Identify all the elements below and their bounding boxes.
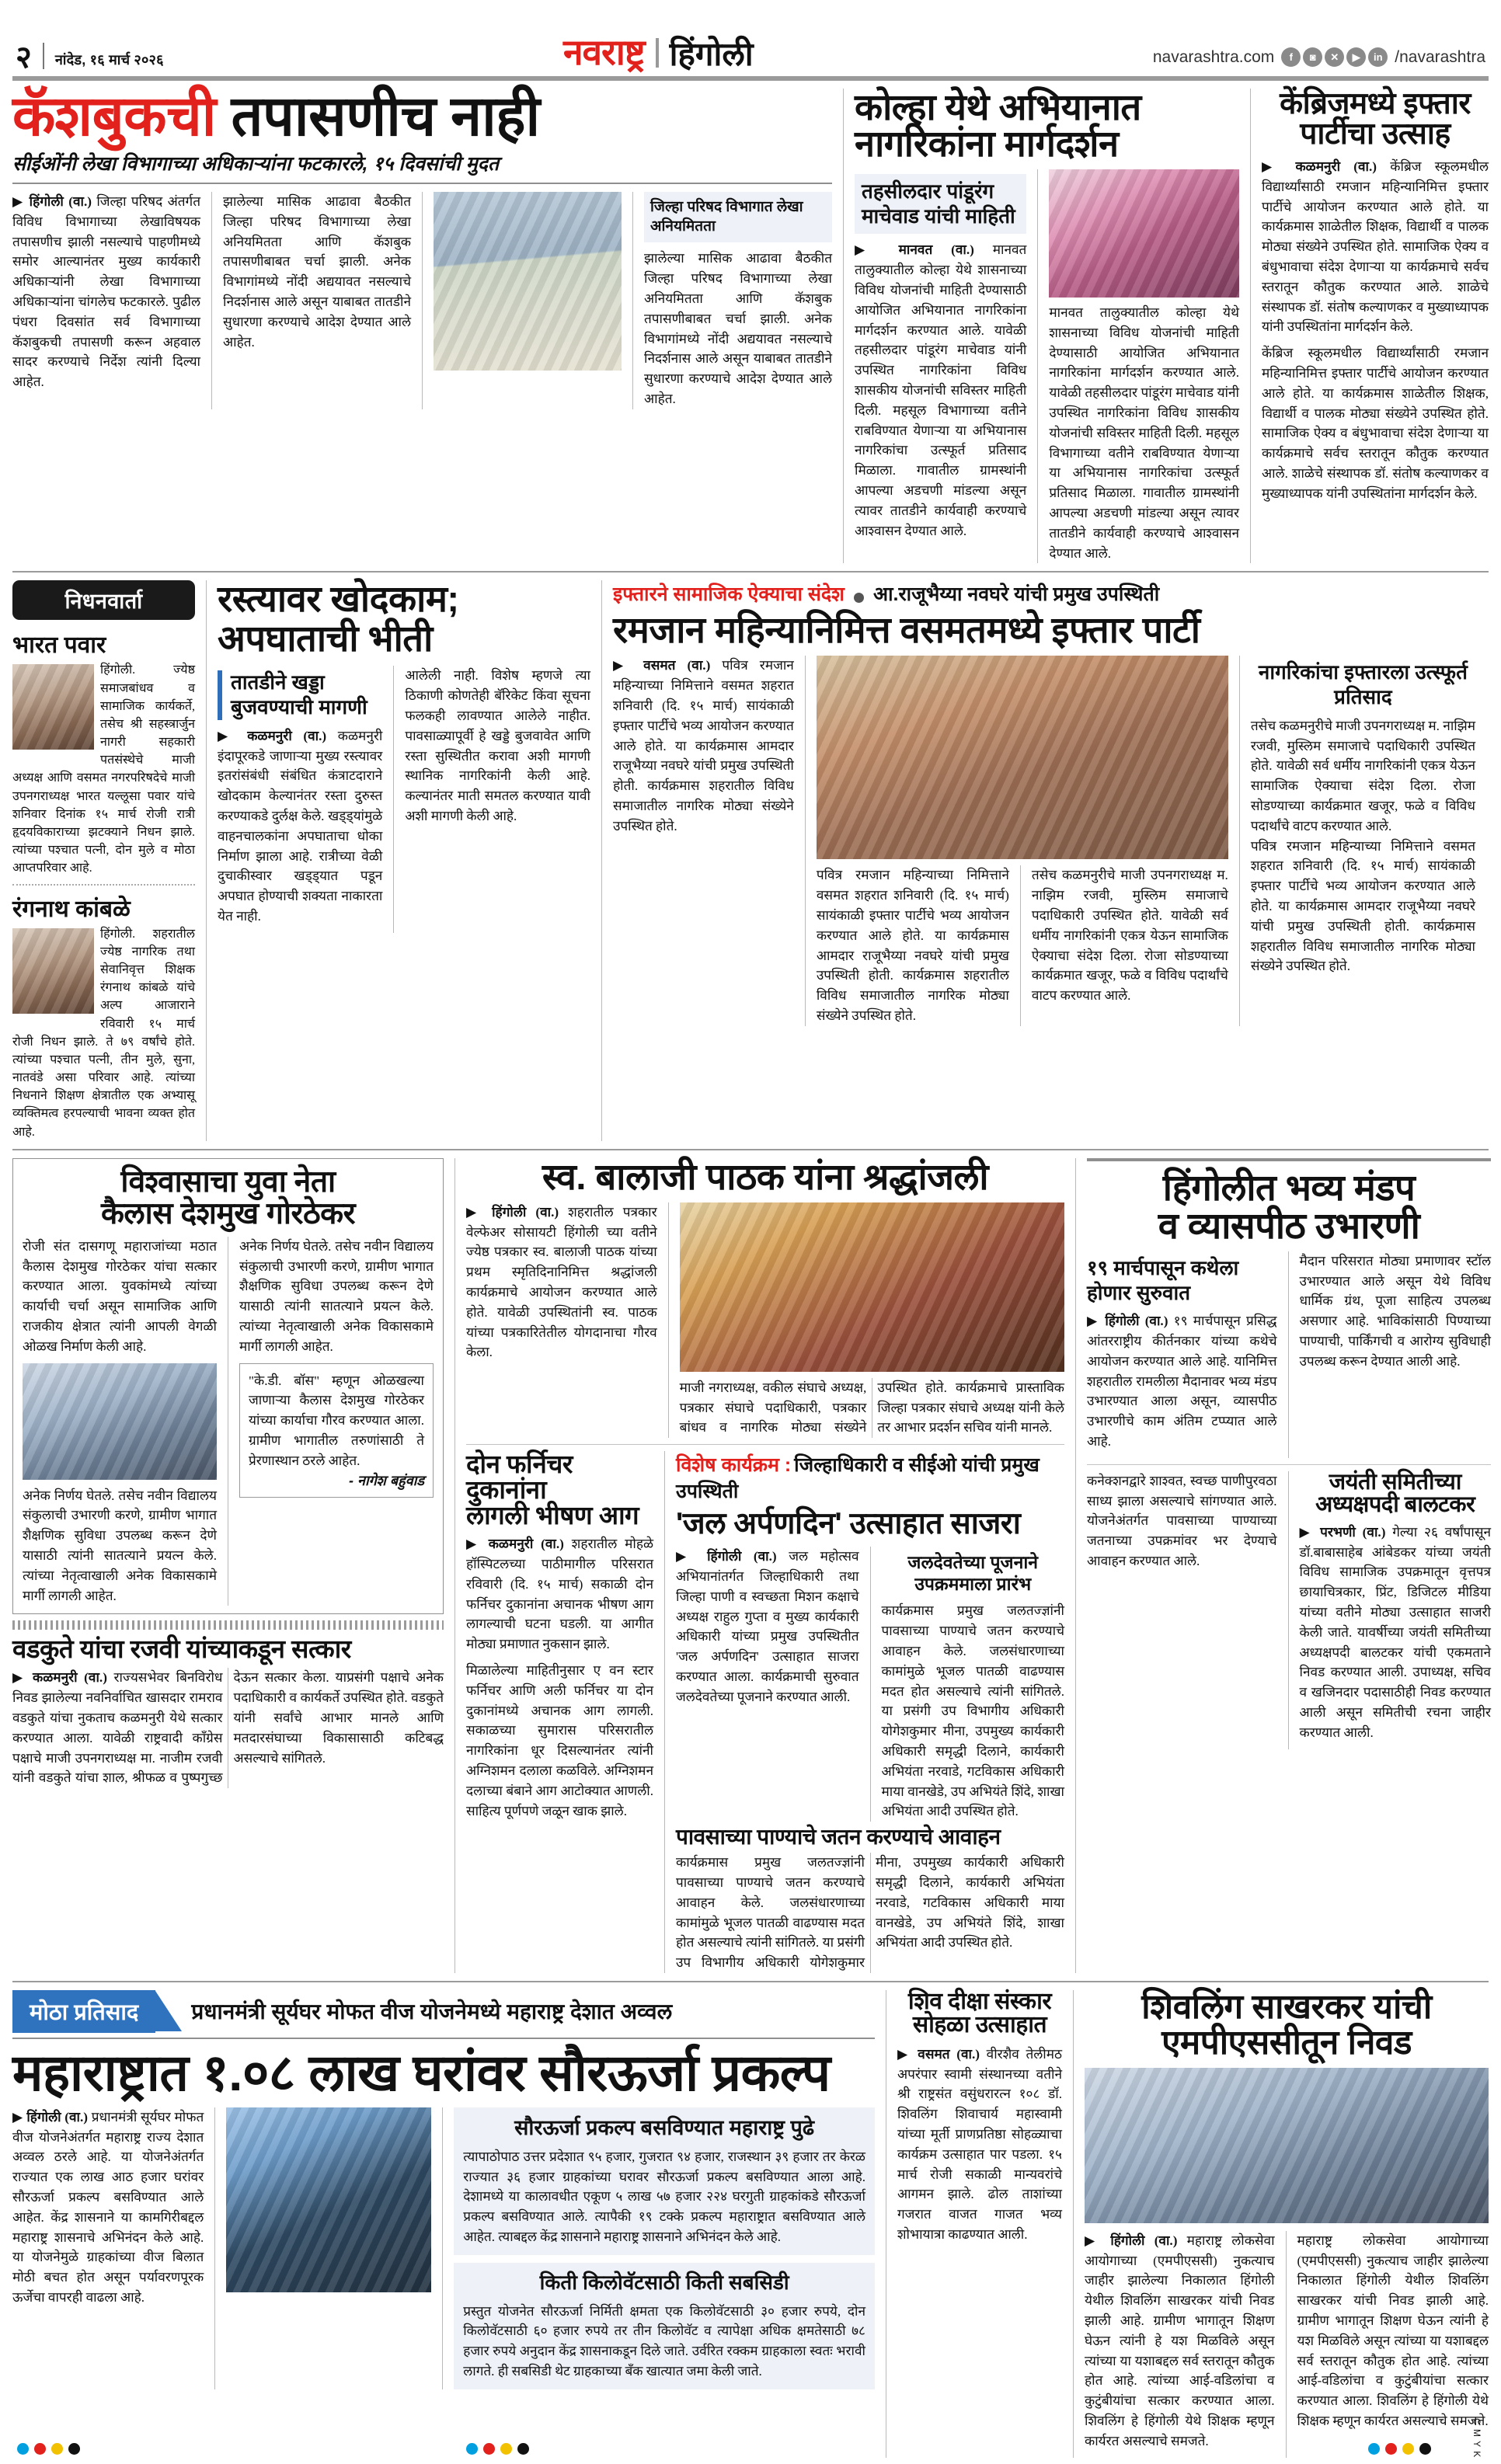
obituary-entry	[12, 892, 195, 1141]
mpsc-body-2: महाराष्ट्र लोकसेवा आयोगाच्या (एमपीएससी) नुकत्याच जाहीर झालेल्या निकालात हिंगोली येथील शिवलिंग साखरकर यांची निवड झाली आहे. ग्रामीण भागातून शिक्षण घेऊन त्यांनी हे यश मिळविले असून त्यांच्या या यशाबद्दल सर्व स्तरातून कौतुक होत आहे. त्यांच्या आई-वडिलांचा व कुटुंबीयांचा सत्कार करण्यात आला. शिवलिंग हे हिंगोली येथे शिक्षक म्हणून कार्यरत असल्याचे समजते.	[1297, 2233, 1489, 2429]
solar-rule	[12, 2038, 875, 2039]
road-body-1-text: कळमनुरी इंदापूरकडे जाणाऱ्या मुख्य रस्त्यावर इतरांसंबंधी संबंधित कंत्राटदाराने खोदकाम केल्यानंतर रस्ता दुरुस्त करण्याकडे दुर्लक्ष केले. खड्ड्यांमुळे वाहनचालकांना अपघाताचा धोका निर्माण झाला आहे. रात्रीच्या वेळी दुचाकीस्वार खड्ड्यात पडून अपघात होण्याची शक्यता नाकारता येत नाही.	[218, 728, 383, 924]
badge-wedge	[155, 1991, 182, 2031]
fire-headline-l2: लागली भीषण आग	[466, 1501, 639, 1530]
cambridge-headline: केंब्रिजमध्ये इफ्तार पार्टीचा उत्साह	[1280, 87, 1471, 151]
solar-banner	[12, 1990, 875, 2033]
jal-dateline: हिंगोली (वा.)	[707, 1549, 777, 1564]
shiv-dateline: वसमत (वा.)	[918, 2046, 980, 2062]
jayanti-headline-l1: जयंती समितीच्या	[1329, 1469, 1461, 1495]
lead-headline-red: कॅशबुकची	[12, 85, 216, 148]
masthead-divider	[43, 43, 44, 69]
balaji-body-text: शहरातील पत्रकार वेल्फेअर सोसायटी हिंगोली च्या वतीने ज्येष्ठ पत्रकार स्व. बालाजी पाठक यांच्या प्रथम स्मृतिदिनानिमित्त श्रद्धांजली कार्यक्रमाचे आयोजन करण्यात आले होते. यावेळी उपस्थितांनी स्व. पाठक यांच्या पत्रकारितेतील योगदानाचा गौरव केला.	[466, 1204, 657, 1360]
obituary-separator	[12, 884, 195, 886]
youtube-icon[interactable]: ▶	[1346, 47, 1366, 67]
page-number: २	[16, 40, 32, 75]
kolha-photo	[1049, 169, 1239, 298]
story-kolha	[855, 86, 1239, 563]
kolha-body-text: मानवत तालुक्यातील कोल्हा येथे शासनाच्या विविध योजनांची माहिती देण्यासाठी आयोजित अभियानात नागरिकांना मार्गदर्शन करण्यात आले. यावेळी तहसीलदार पांडूरंग माचेवाड यांनी उपस्थित नागरिकांना विविध शासकीय योजनांची सविस्तर माहिती दिली. महसूल विभागाच्या वतीने राबविण्यात येणाऱ्या या अभियानास नागरिकांचा उत्स्फूर्त प्रतिसाद मिळाला. गावातील ग्रामस्थांनी आपल्या अडचणी मांडल्या असून त्यावर तातडीने कार्यवाही करण्याचे आश्वासन देण्यात आले.	[855, 242, 1027, 538]
mpsc-dateline: हिंगोली (वा.)	[1110, 2233, 1178, 2248]
jal-body-3: कार्यक्रमास प्रमुख जलतज्ज्ञांनी पावसाच्या पाण्याचे जतन करण्याचे आवाहन केले. जलसंधारणाच्या कामांमुळे भूजल पातळी वाढण्यास मदत होत असल्याचे त्यांनी सांगितले. या प्रसंगी उप विभागीय अधिकारी योगेशकुमार मीना, उपमुख्य कार्यकारी अधिकारी समृद्धी दिलाने, कार्यकारी अभियंता नरवाडे, गटविकास अधिकारी माया वानखेडे, उप अभियंते शिंदे, शाखा अभियंता आदी उपस्थित होते.	[676, 1855, 1064, 1971]
story-kailas	[12, 1158, 444, 1973]
jal-deck: जलदेवतेच्या पूजनाने उपक्रममाला प्रारंभ	[907, 1552, 1039, 1595]
iftar-photo-wrap	[817, 656, 1228, 1025]
col-divider	[214, 2107, 215, 2389]
col-divider	[805, 656, 806, 1025]
lead-headline-black: तपासणीच नाही	[231, 85, 540, 148]
lead-photo	[434, 192, 622, 371]
satkar-dateline: कळमनुरी (वा.)	[33, 1670, 107, 1686]
road-deck: तातडीने खड्डा बुजवण्याची मागणी	[218, 670, 382, 719]
iftar-dateline: वसमत (वा.)	[643, 658, 711, 673]
jal-headline: 'जल अर्पणदिन' उत्साहात साजरा	[676, 1507, 1021, 1541]
lead-col-1: ▶ हिंगोली (वा.) जिल्हा परिषद अंतर्गत विविध विभागाच्या लेखाविषयक तपासणीच झाली नसल्याचे पाहणीमध्ये समोर आल्यानंतर मुख्य कार्यकारी अधिकाऱ्यांनी लेखा विभागाच्या अधिकाऱ्यांना चांगलेच फटकारले. पुढील पंधरा दिवसांत सर्व विभागाच्या कॅशबुकची तपासणी करून अहवाल सादर करण्याचे निर्देश त्यांनी दिल्या आहेत.	[12, 194, 200, 390]
story-jayanti	[1300, 1471, 1491, 1749]
masthead-rule	[12, 76, 1489, 81]
story-jal	[676, 1451, 1064, 1973]
cambridge-body-2: केंब्रिज स्कूलमधील विद्यार्थ्यांसाठी रमजान महिन्यानिमित्त इफ्तार पार्टीचे आयोजन करण्यात आले होते. या कार्यक्रमास शाळेतील शिक्षक, विद्यार्थी व पालक मोठ्या संख्येने उपस्थित होते. सामाजिक ऐक्य व बंधुभावाचा संदेश देणाऱ्या या कार्यक्रमाचे सर्वच स्तरातून कौतुक करण्यात आले. शाळेचे संस्थापक डॉ. संतोष कल्याणकर व मुख्याध्यापक यांनी उपस्थितांना मार्गदर्शन केले.	[1262, 346, 1489, 501]
col-divider	[664, 1451, 665, 1973]
edition-name: हिंगोली	[669, 36, 754, 73]
kailas-box	[12, 1158, 444, 1615]
masthead-brand-block	[562, 32, 754, 73]
lead-col-2	[223, 192, 411, 409]
solar-photo-wrap	[226, 2107, 431, 2389]
color-registration-left	[17, 2443, 80, 2455]
fire-body: ▶ कळमनुरी (वा.) शहरातील मोहळे हॉस्पिटलच्या पाठीमागील परिसरात रविवारी (दि. १५ मार्च) सकाळी दोन फर्निचर दुकानांना अचानक भीषण आग लागल्याची घटना घडली. या आगीत मोठ्या प्रमाणात नुकसान झाले. मिळालेल्या माहितीनुसार ए वन स्टार फर्निचर आणि अली फर्निचर या दोन दुकानांमध्ये अचानक आग लागली. सकाळच्या सुमारास परिसरातील नागरिकांना धूर दिसल्यानंतर त्यांनी अग्निशमन दलाला कळविले. अग्निशमन दलाच्या बंबाने आग आटोक्यात आणली. साहित्य पूर्णपणे जळून खाक झाले.	[466, 1534, 653, 1821]
solar-box-body: त्यापाठोपाठ उत्तर प्रदेशात ९५ हजार, गुजरात ९४ हजार, राजस्थान ३९ हजार तर केरळ राज्यात ३६ हजार ग्राहकांच्या घरावर सौरऊर्जा प्रकल्प बसविण्यात आला आहे. देशामध्ये या कालावधीत एकूण ५ लाख ५७ हजार २२४ घरगुती ग्राहकांकडे सौरऊर्जा प्रकल्प बसविण्यात आले. त्यापैकी १९ टक्के प्रकल्प महाराष्ट्रात बसविण्यात आले आहेत. त्याबद्दल केंद्र शासनाने महाराष्ट्र शासनाने अभिनंदन केले आहे.	[463, 2149, 865, 2245]
mpsc-headline-l1: शिवलिंग साखरकर यांची	[1141, 1987, 1432, 2026]
jal-body-2: कार्यक्रमास प्रमुख जलतज्ज्ञांनी पावसाच्या पाण्याचे जतन करण्याचे आवाहन केले. जलसंधारणाच्या कामांमुळे भूजल पातळी वाढण्यास मदत होत असल्याचे त्यांनी सांगितले. या प्रसंगी उप विभागीय अधिकारी योगेशकुमार मीना, उपमुख्य कार्यकारी अधिकारी समृद्धी दिलाने, कार्यकारी अभियंता नरवाडे, गटविकास अधिकारी माया वानखेडे, उप अभियंते शिंदे, शाखा अभियंता आदी उपस्थित होते.	[881, 1603, 1064, 1819]
solar-box-2	[454, 2263, 875, 2389]
solar-box-1	[454, 2107, 875, 2255]
jal-body-text: जल महोत्सव अभियानांतर्गत जिल्हाधिकारी तथा जिल्हा पाणी व स्वच्छता मिशन कक्षाचे अध्यक्ष राहुल गुप्ता व मुख्य कार्यकारी अधिकारी यांच्या प्रमुख उपस्थितीत 'जल अर्पणदिन' उत्साहात साजरा करण्यात आला. कार्यक्रमाची सुरुवात जलदेवतेच्या पूजनाने करण्यात आली.	[676, 1549, 859, 1704]
col-divider	[442, 2107, 443, 2389]
pwr-body: कनेक्शनद्वारे शाश्वत, स्वच्छ पाणीपुरवठा साध्य झाला असल्याचे सांगण्यात आले. योजनेअंतर्गत पावसाच्या पाण्याच्या जतनाच्या उपक्रमांवर भर देण्याचे आवाहन करण्यात आले.	[1087, 1473, 1277, 1569]
inner-divider	[466, 1444, 1064, 1445]
story-shiv	[897, 1990, 1062, 2458]
balaji-photo	[680, 1202, 1064, 1372]
obit-name-1: भारत पवार	[12, 632, 106, 659]
col-divider	[1286, 2231, 1287, 2458]
iftar-body-2: तसेच कळमनुरीचे माजी उपनगराध्यक्ष म. नाझिम रजवी, मुस्लिम समाजाचे पदाधिकारी उपस्थित होते. यावेळी सर्व धर्मीय नागरिकांनी एकत्र येऊन सामाजिक ऐक्याचा संदेश दिला. रोजा सोडण्याच्या कार्यक्रमात खजूर, फळे व विविध पदार्थांचे वाटप करण्यात आले.	[1250, 718, 1475, 834]
kailas-body-2: अनेक निर्णय घेतले. तसेच नवीन विद्यालय संकुलाची उभारणी करणे, ग्रामीण भागात शैक्षणिक सुविधा उपलब्ध करून देणे यासाठी त्यांनी सातत्याने प्रयत्न केले. त्यांच्या नेतृत्वाखाली अनेक विकासकामे मार्गी लागली आहेत.	[239, 1238, 434, 1354]
masthead-left	[16, 40, 164, 75]
masthead	[12, 11, 1489, 75]
shiv-headline-l2: सोहळा उत्साहात	[912, 2011, 1047, 2038]
kailas-headline-l2: कैलास देशमुख गोरठेकर	[100, 1196, 356, 1230]
kailas-body-1b: अनेक निर्णय घेतले. तसेच नवीन विद्यालय संकुलाची उभारणी करणे, ग्रामीण भागात शैक्षणिक सुविधा उपलब्ध करून देणे यासाठी त्यांनी सातत्याने प्रयत्न केले. त्यांच्या नेतृत्वाखाली अनेक विकासकामे मार्गी लागली आहेत.	[23, 1488, 217, 1603]
obituary-section	[12, 580, 195, 1141]
col-divider	[1288, 1471, 1289, 1749]
story-cambridge	[1262, 89, 1489, 563]
masthead-right	[1153, 47, 1485, 67]
solar-body-text: प्रधानमंत्री सूर्यघर मोफत वीज योजनेअंतर्गत महाराष्ट्र राज्य देशात अव्वल ठरले आहे. या योजनेअंतर्गत राज्यात एक लाख आठ हजार घरांवर सौरऊर्जा प्रकल्प बसविण्यात आले आहेत. केंद्र शासनाने या कामगिरीबद्दल महाराष्ट्र शासनाचे अभिनंदन केले आहे. या योजनेमुळे ग्राहकांच्या वीज बिलात मोठी बचत होत असून पर्यावरणपूरक ऊर्जेचा वापरही वाढला आहे.	[12, 2109, 204, 2306]
mpsc-headline-l2: एमपीएससीतून निवड	[1161, 2023, 1412, 2062]
obit-name-2: रंगनाथ कांबळे	[12, 896, 131, 922]
fire-headline-l1: दोन फर्निचर दुकानांना	[466, 1450, 573, 1505]
kailas-quote: "के.डी. बॉस" म्हणून ओळखल्या जाणाऱ्या कैलास देशमुख गोरठेकर यांच्या कार्याचा गौरव करण्यात आला. ग्रामीण भागातील तरुणांसाठी ते प्रेरणास्थान ठरले आहेत.	[249, 1373, 424, 1468]
top-band	[12, 85, 1489, 563]
cambridge-dateline: कळमनुरी (वा.)	[1295, 159, 1377, 174]
balaji-photo-wrap	[680, 1202, 1064, 1438]
iftar-strapline	[613, 580, 1475, 607]
obit-text-1: हिंगोली. ज्येष्ठ समाजबांधव व सामाजिक कार्यकर्ते, तसेच श्री सहस्त्रार्जुन नागरी सहकारी पतसंस्थेचे माजी अध्यक्ष आणि वसमत नगरपरिषदेचे माजी उपनगराध्यक्ष भारत यल्लूसा पवार यांचे शनिवार दिनांक १५ मार्च रोजी रात्री हृदयविकाराच्या झटक्याने निधन झाले. त्यांच्या पश्चात पत्नी, दोन मुले व मोठा आप्तपरिवार आहे.	[12, 663, 195, 875]
inner-divider	[1087, 1464, 1491, 1465]
solar-dateline: हिंगोली (वा.)	[26, 2109, 88, 2125]
x-twitter-icon[interactable]: ✕	[1325, 47, 1344, 67]
road-body-2: आलेली नाही. विशेष म्हणजे त्या ठिकाणी कोणतेही बॅरिकेट किंवा सूचना फलकही लावण्यात आलेले नाहीत. पावसाळ्यापूर्वी हे खड्डे बुजवावेत आणि रस्ता सुस्थितीत करावा अशी मागणी स्थानिक नागरिकांनी केली आहे. कल्यानंतर माती समतल करण्यात यावी अशी मागणी केली आहे.	[405, 668, 590, 823]
solar-boxes	[454, 2107, 875, 2389]
col-divider	[211, 192, 212, 409]
lead-rule	[12, 183, 832, 184]
mpsc-body-text: महाराष्ट्र लोकसेवा आयोगाच्या (एमपीएससी) नुकत्याच जाहीर झालेल्या निकालात हिंगोली येथील शिवलिंग साखरकर यांची निवड झाली आहे. ग्रामीण भागातून शिक्षण घेऊन त्यांनी हे यश मिळविले असून त्यांच्या या यशाबद्दल सर्व स्तरातून कौतुक होत आहे. त्यांच्या आई-वडिलांचा व कुटुंबीयांचा सत्कार करण्यात आला. शिवलिंग हे हिंगोली येथे शिक्षक म्हणून कार्यरत असल्याचे समजते.	[1085, 2233, 1275, 2448]
lead-photo-wrap	[434, 192, 622, 409]
col-divider	[1037, 169, 1038, 563]
mandap-top-rule	[1087, 1158, 1491, 1161]
story-fire	[466, 1451, 653, 1973]
section-divider	[843, 89, 844, 563]
obit-text-2: हिंगोली. शहरातील ज्येष्ठ नागरिक तथा सेवानिवृत्त शिक्षक रंगनाथ कांबळे यांचे अल्प आजाराने रविवारी १५ मार्च रोजी निधन झाले. ते ७९ वर्षांचे होते. त्यांच्या पश्चात पत्नी, तीन मुले, सुना, नातवंडे असा परिवार आहे. त्यांच्या निधनाने शिक्षण क्षेत्रातील एक अभ्यासू व्यक्तिमत्व हरपल्याची भावना व्यक्त होत आहे.	[12, 927, 195, 1139]
lead-body-2: झालेल्या मासिक आढावा बैठकीत जिल्हा परिषद विभागाच्या लेखा अनियमितता आणि कॅशबुक तपासणीबाबत चर्चा झाली. अनेक विभागांमध्ये नोंदी अद्ययावत नसल्याचे निदर्शनास आले असून याबाबत तातडीने सुधारणा करण्याचे आदेश देण्यात आले आहेत.	[223, 194, 411, 350]
kailas-quote-box	[239, 1363, 434, 1498]
col-divider	[393, 666, 394, 932]
satkar-body: ▶ कळमनुरी (वा.) राज्यसभेवर बिनविरोध निवड झालेल्या नवनिर्वाचित खासदार रामराव वडकुते यांचा नुकताच कळमनुरी येथे सत्कार करण्यात आला. यावेळी राष्ट्रवादी काँग्रेस पक्षाचे माजी उपनगराध्यक्ष मा. नाजीम रजवी यांनी वडकुते यांचा शाल, श्रीफळ व पुष्पगुच्छ देऊन सत्कार केला. याप्रसंगी पक्षाचे अनेक पदाधिकारी व कार्यकर्ते उपस्थित होते. वडकुते यांनी सर्वांचे आभार मानले आणि मतदारसंघाच्या विकासासाठी कटिबद्ध असल्याचे सांगितले.	[12, 1670, 444, 1786]
mandap-headline-l2: व व्यासपीठ उभारणी	[1158, 1204, 1420, 1246]
balaji-body-2: माजी नगराध्यक्ष, वकील संघाचे अध्यक्ष, पत्रकार संघाचे पदाधिकारी, पत्रकार बांधव व नागरिक मोठ्या संख्येने उपस्थित होते. कार्यक्रमाचे प्रास्ताविक जिल्हा पत्रकार संघाचे अध्यक्ष यांनी केले तर आभार प्रदर्शन सचिव यांनी मानले.	[679, 1380, 1064, 1436]
color-registration-right	[1368, 2443, 1431, 2455]
kolha-dateline: मानवत (वा.)	[898, 242, 974, 258]
balaji-headline: स्व. बालाजी पाठक यांना श्रद्धांजली	[542, 1155, 989, 1197]
iftar-headline: रमजान महिन्यानिमित्त वसमतमध्ये इफ्तार पार्टी	[613, 609, 1200, 651]
kailas-byline: - नागेश बहुंवाड	[348, 1472, 424, 1488]
fire-dateline: कळमनुरी (वा.)	[488, 1537, 564, 1552]
kolha-body-2: मानवत तालुक्यातील कोल्हा येथे शासनाच्या विविध योजनांची माहिती देण्यासाठी आयोजित अभियानात नागरिकांना मार्गदर्शन करण्यात आले. यावेळी तहसीलदार पांडूरंग माचेवाड यांनी उपस्थित नागरिकांना विविध शासकीय योजनांची सविस्तर माहिती दिली. महसूल विभागाच्या वतीने राबविण्यात येणाऱ्या या अभियानास नागरिकांचा उत्स्फूर्त प्रतिसाद मिळाला. गावातील ग्रामस्थांनी आपल्या अडचणी मांडल्या असून त्यावर तातडीने कार्यवाही करण्याचे आश्वासन देण्यात आले.	[1049, 305, 1239, 561]
balaji-dateline: हिंगोली (वा.)	[492, 1204, 559, 1220]
brand-logo: नवराष्ट्र	[562, 32, 645, 73]
mandap-body-text: १९ मार्चपासून प्रसिद्ध आंतरराष्ट्रीय कीर्तनकार यांच्या कथेचे आयोजन करण्यात आले आहे. यानिमित्त शहरातील रामलीला मैदानावर भव्य मंडप उभारण्यात आला असून, व्यासपीठ उभारणीचे काम अंतिम टप्प्यात आले आहे.	[1087, 1314, 1277, 1450]
facebook-icon[interactable]: f	[1281, 47, 1301, 67]
section-divider	[454, 1158, 455, 1973]
col-divider	[632, 192, 633, 409]
jal-strap-black: जिल्हाधिकारी व सीईओ यांची प्रमुख उपस्थिती	[676, 1454, 1040, 1503]
kailas-body-1: रोजी संत दासगणू महाराजांच्या मठात कैलास देशमुख गोरठेकर यांचा सत्कार करण्यात आला. युवकांमध्ये त्यांच्या कार्याची चर्चा असून सामाजिक आणि राजकीय क्षेत्रात त्यांनी आपली वेगळी ओळख निर्माण केली आहे.	[23, 1238, 217, 1354]
mandap-deck: १९ मार्चपासून कथेला होणार सुरुवात	[1087, 1255, 1239, 1304]
road-headline-l2: अपघाताची भीती	[218, 618, 433, 660]
lead-subhead: सीईओंनी लेखा विभागाच्या अधिकाऱ्यांना फटकारले, १५ दिवसांची मुदत	[12, 153, 500, 175]
col-divider	[422, 192, 423, 409]
brand-separator	[656, 38, 659, 68]
iftar-deck: नागरिकांचा इफ्तारला उत्स्फूर्त प्रतिसाद	[1258, 660, 1468, 709]
satkar-body-text: राज्यसभेवर बिनविरोध निवड झालेल्या नवनिर्वाचित खासदार रामराव वडकुते यांचा नुकताच कळमनुरी येथे सत्कार करण्यात आला. यावेळी राष्ट्रवादी काँग्रेस पक्षाचे माजी उपनगराध्यक्ष मा. नाजीम रजवी यांनी वडकुते यांचा शाल, श्रीफळ व पुष्पगुच्छ देऊन सत्कार केला. याप्रसंगी पक्षाचे अनेक पदाधिकारी व कार्यकर्ते उपस्थित होते. वडकुते यांनी सर्वांचे आभार मानले आणि मतदारसंघाच्या विकासासाठी कटिबद्ध असल्याचे सांगितले.	[12, 1670, 444, 1786]
band-divider-2	[12, 1149, 1489, 1150]
lead-dateline: हिंगोली (वा.)	[29, 194, 92, 209]
kailas-headline-l1: विश्वासाचा युवा नेता	[120, 1164, 336, 1199]
section-divider	[1073, 1990, 1074, 2458]
road-body-1: ▶ कळमनुरी (वा.) कळमनुरी इंदापूरकडे जाणाऱ्या मुख्य रस्त्यावर इतरांसंबंधी संबंधित कंत्राटदाराने खोदकाम केल्यानंतर रस्ता दुरुस्त करण्याकडे दुर्लक्ष केले. खड्ड्यांमुळे वाहनचालकांना अपघाताचा धोका निर्माण झाला आहे. रात्रीच्या वेळी दुचाकीस्वार खड्ड्यात पडून अपघात होण्याची शक्यता नाकारता येत नाही.	[218, 728, 383, 924]
obit-photo-1	[12, 664, 94, 750]
iftar-body-3: पवित्र रमजान महिन्याच्या निमित्ताने वसमत शहरात शनिवारी (दि. १५ मार्च) सायंकाळी इफ्तार पार्टीचे भव्य आयोजन करण्यात आले होते. या कार्यक्रमास आमदार राजूभैय्या नवघरे यांची प्रमुख उपस्थिती होती. कार्यक्रमास शहरातील विविध समाजातील नागरिक मोठ्या संख्येने उपस्थित होते.	[1250, 838, 1475, 974]
solar-body-1: ▶ हिंगोली (वा.) प्रधानमंत्री सूर्यघर मोफत वीज योजनेअंतर्गत महाराष्ट्र राज्य देशात अव्वल ठरले आहे. या योजनेअंतर्गत राज्यात एक लाख आठ हजार घरांवर सौरऊर्जा प्रकल्प बसविण्यात आले आहेत. केंद्र शासनाने या कामगिरीबद्दल महाराष्ट्र शासनाचे अभिनंदन केले आहे. या योजनेमुळे ग्राहकांच्या वीज बिलात मोठी बचत होत असून पर्यावरणपूरक ऊर्जेचा वापरही वाढला आहे.	[12, 2109, 204, 2306]
mandap-dateline: हिंगोली (वा.)	[1105, 1314, 1168, 1329]
iftar-right-col	[1251, 656, 1475, 1025]
solar-strap: प्रधानमंत्री सूर्यघर मोफत वीज योजनेमध्ये महाराष्ट्र देशात अव्वल	[191, 1999, 673, 2024]
social-handle: /navarashtra	[1395, 47, 1485, 66]
bottom-band	[12, 1987, 1489, 2458]
obituary-entry	[12, 628, 195, 877]
jayanti-body: ▶ परभणी (वा.) गेल्या २६ वर्षांपासून डॉ.बाबासाहेब आंबेडकर यांच्या जयंती विविध सामाजिक उपक्रमातून वृत्तपत्र छायाचित्रकार, प्रिंट, डिजिटल मीडिया यांच्या वतीने मोठ्या उत्साहात साजरी केली जाते. यावर्षीच्या जयंती समितीच्या अध्यक्षपदी बालटकर यांची एकमताने निवड करण्यात आली. उपाध्यक्ष, सचिव व खजिनदार पदासाठीही निवड करण्यात आली असून समितीची रचना जाहीर करण्यात आली.	[1299, 1524, 1492, 1740]
story-solar	[12, 1990, 875, 2458]
jal-strap-red: विशेष कार्यक्रम :	[676, 1454, 792, 1477]
obituary-label: निधनवार्ता	[12, 580, 195, 620]
second-band	[12, 580, 1489, 1141]
kolha-body: ▶ मानवत (वा.) मानवत तालुक्यातील कोल्हा येथे शासनाच्या विविध योजनांची माहिती देण्यासाठी आयोजित अभियानात नागरिकांना मार्गदर्शन करण्यात आले. यावेळी तहसीलदार पांडूरंग माचेवाड यांनी उपस्थित नागरिकांना विविध शासकीय योजनांची सविस्तर माहिती दिली. महसूल विभागाच्या वतीने राबविण्यात येणाऱ्या या अभियानास नागरिकांचा उत्स्फूर्त प्रतिसाद मिळाला. गावातील ग्रामस्थांनी आपल्या अडचणी मांडल्या असून त्यावर तातडीने कार्यवाही करण्याचे आश्वासन देण्यात आले.	[855, 242, 1027, 538]
fire-body-2: मिळालेल्या माहितीनुसार ए वन स्टार फर्निचर आणि अली फर्निचर या दोन दुकानांमध्ये अचानक आग लागली. सकाळच्या सुमारास परिसरातील नागरिकांना धूर दिसल्यानंतर त्यांनी अग्निशमन दलाला कळविले. अग्निशमन दलाच्या बंबाने आग आटोक्यात आणली. साहित्य पूर्णपणे जळून खाक झाले.	[466, 1663, 653, 1818]
jayanti-body-text: गेल्या २६ वर्षांपासून डॉ.बाबासाहेब आंबेडकर यांच्या जयंती विविध सामाजिक उपक्रमातून वृत्तपत्र छायाचित्रकार, प्रिंट, डिजिटल मीडिया यांच्या वतीने मोठ्या उत्साहात साजरी केली जाते. यावर्षीच्या जयंती समितीच्या अध्यक्षपदी बालटकर यांची एकमताने निवड करण्यात आली. उपाध्यक्ष, सचिव व खजिनदार पदासाठीही निवड करण्यात आली असून समितीची रचना जाहीर करण्यात आली.	[1299, 1524, 1492, 1740]
band-divider-1	[12, 571, 1489, 572]
third-band	[12, 1155, 1492, 1973]
lead-col4-body: झालेल्या मासिक आढावा बैठकीत जिल्हा परिषद विभागाच्या लेखा अनियमितता आणि कॅशबुक तपासणीबाबत चर्चा झाली. अनेक विभागांमध्ये नोंदी अद्ययावत नसल्याचे निदर्शनास आले असून याबाबत तातडीने सुधारणा करण्याचे आदेश देण्यात आले आहेत.	[644, 251, 832, 406]
col-divider	[870, 1547, 871, 1822]
obit-photo-2	[12, 928, 94, 1014]
instagram-icon[interactable]: ◙	[1303, 47, 1322, 67]
fire-body-text: शहरातील मोहळे हॉस्पिटलच्या पाठीमागील परिसरात रविवारी (दि. १५ मार्च) सकाळी दोन फर्निचर दुकानांना अचानक भीषण आग लागल्याची घटना घडली. या आगीत मोठ्या प्रमाणात नुकसान झाले.	[466, 1537, 654, 1652]
jayanti-dateline: परभणी (वा.)	[1320, 1524, 1386, 1540]
color-registration-center	[466, 2443, 529, 2455]
solar-box-title: सौरऊर्जा प्रकल्प बसविण्यात महाराष्ट्र पुढे	[514, 2115, 815, 2139]
solar-photo	[226, 2107, 431, 2292]
solar-badge: मोठा प्रतिसाद	[12, 1990, 155, 2033]
story-mpsc	[1085, 1987, 1489, 2458]
lead-headline	[12, 85, 832, 148]
kolha-headline: कोल्हा येथे अभियानात नागरिकांना मार्गदर्शन	[855, 86, 1141, 164]
story-balaji	[466, 1155, 1064, 1973]
col-divider	[668, 1202, 669, 1438]
story-road	[218, 580, 590, 1141]
iftar-strap-red: इफ्तारने सामाजिक ऐक्याचा संदेश	[613, 583, 845, 606]
iftar-strap-black: आ.राजूभैय्या नवघरे यांची प्रमुख उपस्थिती	[872, 583, 1160, 606]
website-url[interactable]: navarashtra.com	[1152, 47, 1275, 66]
lead-col-4	[644, 192, 832, 409]
social-icons	[1281, 47, 1388, 67]
section-divider	[1239, 656, 1240, 1025]
solar-headline: महाराष्ट्रात १.०८ लाख घरांवर सौरऊर्जा प्रकल्प	[12, 2043, 831, 2101]
iftar-caption-1: पवित्र रमजान महिन्याच्या निमित्ताने वसमत शहरात शनिवारी (दि. १५ मार्च) सायंकाळी इफ्तार पार्टीचे भव्य आयोजन करण्यात आले होते. या कार्यक्रमास आमदार राजूभैय्या नवघरे यांची प्रमुख उपस्थिती होती. कार्यक्रमास शहरातील विविध समाजातील नागरिक मोठ्या संख्येने उपस्थित होते.	[816, 868, 1009, 1023]
masthead-dateline: नांदेड, १६ मार्च २०२६	[54, 52, 164, 68]
mandap-headline-l1: हिंगोलीत भव्य मंडप	[1162, 1166, 1416, 1208]
road-headline-l1: रस्त्यावर खोदकाम;	[218, 578, 459, 620]
section-divider	[206, 580, 207, 1141]
kailas-photo	[23, 1363, 217, 1480]
mandap-body-2: मैदान परिसरात मोठ्या प्रमाणावर स्टॉल उभारण्यात आले असून येथे विविध धार्मिक ग्रंथ, पूजा साहित्य उपलब्ध असणार आहे. भाविकांसाठी पिण्याच्या पाण्याची, पार्किंगची व आरोग्य सुविधाही उपलब्ध करून देण्यात आली आहे.	[1299, 1253, 1491, 1369]
road-dateline: कळमनुरी (वा.)	[247, 728, 327, 743]
cmyk-label: C M Y K	[1471, 2417, 1482, 2458]
mandap-body-1: ▶ हिंगोली (वा.) १९ मार्चपासून प्रसिद्ध आंतरराष्ट्रीय कीर्तनकार यांच्या कथेचे आयोजन करण्यात आले आहे. यानिमित्त शहरातील रामलीला मैदानावर भव्य मंडप उभारण्यात आला असून, व्यासपीठ उभारणीचे काम अंतिम टप्प्यात आले आहे.	[1087, 1314, 1277, 1450]
cambridge-body: ▶ कळमनुरी (वा.) केंब्रिज स्कूलमधील विद्यार्थ्यांसाठी रमजान महिन्यानिमित्त इफ्तार पार्टीचे आयोजन करण्यात आले होते. या कार्यक्रमास शाळेतील शिक्षक, विद्यार्थी व पालक मोठ्या संख्येने उपस्थित होते. सामाजिक ऐक्य व बंधुभावाचा संदेश देणाऱ्या या कार्यक्रमाचे सर्वच स्तरातून कौतुक करण्यात आले. शाळेचे संस्थापक डॉ. संतोष कल्याणकर व मुख्याध्यापक यांनी उपस्थितांना मार्गदर्शन केले. केंब्रिज स्कूलमधील विद्यार्थ्यांसाठी रमजान महिन्यानिमित्त इफ्तार पार्टीचे आयोजन करण्यात आले होते. या कार्यक्रमास शाळेतील शिक्षक, विद्यार्थी व पालक मोठ्या संख्येने उपस्थित होते. सामाजिक ऐक्य व बंधुभावाचा संदेश देणाऱ्या या कार्यक्रमाचे सर्वच स्तरातून कौतुक करण्यात आले. शाळेचे संस्थापक डॉ. संतोष कल्याणकर व मुख्याध्यापक यांनी उपस्थितांना मार्गदर्शन केले.	[1262, 157, 1489, 504]
section-divider	[1075, 1158, 1076, 1973]
mpsc-photo	[1085, 2068, 1489, 2223]
mpsc-body-1: ▶ हिंगोली (वा.) महाराष्ट्र लोकसेवा आयोगाच्या (एमपीएससी) नुकत्याच जाहीर झालेल्या निकालात हिंगोली येथील शिवलिंग साखरकर यांची निवड झाली आहे. ग्रामीण भागातून शिक्षण घेऊन त्यांनी हे यश मिळविले असून त्यांच्या या यशाबद्दल सर्व स्तरातून कौतुक होत आहे. त्यांच्या आई-वडिलांचा व कुटुंबीयांचा सत्कार करण्यात आला. शिवलिंग हे हिंगोली येथे शिक्षक म्हणून कार्यरत असल्याचे समजते.	[1085, 2233, 1275, 2448]
jal-subhead-2: पावसाच्या पाण्याचे जतन करण्याचे आवाहन	[676, 1825, 1001, 1850]
iftar-body-1: ▶ वसमत (वा.) पवित्र रमजान महिन्याच्या निमित्ताने वसमत शहरात शनिवारी (दि. १५ मार्च) सायंकाळी इफ्तार पार्टीचे भव्य आयोजन करण्यात आले होते. या कार्यक्रमास आमदार राजूभैय्या नवघरे यांची प्रमुख उपस्थिती होती. कार्यक्रमास शहरातील विविध समाजातील नागरिक मोठ्या संख्येने उपस्थित होते.	[613, 658, 794, 834]
cambridge-body-text: केंब्रिज स्कूलमधील विद्यार्थ्यांसाठी रमजान महिन्यानिमित्त इफ्तार पार्टीचे आयोजन करण्यात आले होते. या कार्यक्रमास शाळेतील शिक्षक, विद्यार्थी व पालक मोठ्या संख्येने उपस्थित होते. सामाजिक ऐक्य व बंधुभावाचा संदेश देणाऱ्या या कार्यक्रमाचे सर्वच स्तरातून कौतुक करण्यात आले. शाळेचे संस्थापक डॉ. संतोष कल्याणकर व मुख्याध्यापक यांनी उपस्थितांना मार्गदर्शन केले.	[1262, 159, 1489, 335]
section-divider	[1250, 89, 1251, 563]
section-divider	[601, 580, 602, 1141]
bullet-dot-icon	[854, 593, 864, 603]
col-divider	[1020, 865, 1021, 1025]
linkedin-icon[interactable]: in	[1368, 47, 1388, 67]
lead-story	[12, 85, 832, 563]
shiv-body: ▶ वसमत (वा.) वीरशैव तेलीमठ अपरंपार स्वामी संस्थानच्या वतीने श्री राष्ट्रसंत वसुंधरारत्न १०८ डॉ. शिवलिंग शिवाचार्य महास्वामी यांच्या मूर्ती प्राणप्रतिष्ठा सोहळ्याचा कार्यक्रम उत्साहात पार पडला. १५ मार्च रोजी सकाळी मान्यवरांचे आगमन झाले. ढोल ताशांच्या गजरात वाजत गाजत भव्य शोभायात्रा काढण्यात आली.	[897, 2046, 1063, 2243]
story-iftar	[613, 580, 1475, 1141]
kolha-deck: तहसीलदार पांडूरंग माचेवाड यांची माहिती	[855, 174, 1026, 234]
iftar-photo	[817, 656, 1228, 859]
jal-strapline	[676, 1451, 1064, 1504]
lead-caption-box: जिल्हा परिषद विभागात लेखा अनियमितता	[644, 192, 832, 242]
band-divider-3	[12, 1981, 1489, 1982]
shiv-headline-l1: शिव दीक्षा संस्कार	[907, 1988, 1052, 2014]
solar-box2-title: किती किलोवॅटसाठी किती सबसिडी	[539, 2270, 789, 2294]
col-divider	[1288, 1251, 1289, 1458]
solar-box2-body: प्रस्तुत योजनेत सौरऊर्जा निर्मिती क्षमता एक किलोवॅटसाठी ३० हजार रुपये, दोन किलोवॅटसाठी ६० हजार रुपये तर तीन किलोवॅट व त्यापेक्षा अधिक क्षमतेसाठी ७८ हजार रुपये अनुदान केंद्र शासनाकडून दिले जाते. उर्वरित रक्कम ग्राहकाला स्वतः भरावी लागते. ही सबसिडी थेट ग्राहकाच्या बँक खात्यात जमा केली जाते.	[463, 2303, 865, 2379]
jayanti-headline-l2: अध्यक्षपदी बालटकर	[1315, 1491, 1475, 1517]
jal-body-1: ▶ हिंगोली (वा.) जल महोत्सव अभियानांतर्गत जिल्हाधिकारी तथा जिल्हा पाणी व स्वच्छता मिशन कक्षाचे अध्यक्ष राहुल गुप्ता व मुख्य कार्यकारी अधिकारी यांच्या प्रमुख उपस्थितीत 'जल अर्पणदिन' उत्साहात साजरा करण्यात आला. कार्यक्रमाची सुरुवात जलदेवतेच्या पूजनाने करण्यात आली.	[676, 1549, 859, 1704]
decorative-zigzag	[12, 1620, 444, 1630]
satkar-headline: वडकुते यांचा रजवी यांच्याकडून सत्कार	[12, 1634, 351, 1664]
shiv-body-text: वीरशैव तेलीमठ अपरंपार स्वामी संस्थानच्या वतीने श्री राष्ट्रसंत वसुंधरारत्न १०८ डॉ. शिवलिंग शिवाचार्य महास्वामी यांच्या मूर्ती प्राणप्रतिष्ठा सोहळ्याचा कार्यक्रम उत्साहात पार पडला. १५ मार्च रोजी सकाळी मान्यवरांचे आगमन झाले. ढोल ताशांच्या गजरात वाजत गाजत भव्य शोभायात्रा काढण्यात आली.	[897, 2046, 1063, 2243]
iftar-body-text: पवित्र रमजान महिन्याच्या निमित्ताने वसमत शहरात शनिवारी (दि. १५ मार्च) सायंकाळी इफ्तार पार्टीचे भव्य आयोजन करण्यात आले होते. या कार्यक्रमास आमदार राजूभैय्या नवघरे यांची प्रमुख उपस्थिती होती. कार्यक्रमास शहरातील विविध समाजातील नागरिक मोठ्या संख्येने उपस्थित होते.	[613, 658, 794, 834]
lead-body-1: जिल्हा परिषद अंतर्गत विविध विभागाच्या लेखाविषयक तपासणीच झाली नसल्याचे पाहणीमध्ये समोर आल्यानंतर मुख्य कार्यकारी अधिकाऱ्यांनी लेखा विभागाच्या अधिकाऱ्यांना चांगलेच फटकारले. पुढील पंधरा दिवसांत सर्व विभागाच्या कॅशबुकची तपासणी करून अहवाल सादर करण्याचे निर्देश त्यांनी दिल्या आहेत.	[12, 194, 200, 390]
iftar-caption-2: तसेच कळमनुरीचे माजी उपनगराध्यक्ष म. नाझिम रजवी, मुस्लिम समाजाचे पदाधिकारी उपस्थित होते. यावेळी सर्व धर्मीय नागरिकांनी एकत्र येऊन सामाजिक ऐक्याचा संदेश दिला. रोजा सोडण्याच्या कार्यक्रमात खजूर, फळे व विविध पदार्थांचे वाटप करण्यात आले.	[1031, 868, 1228, 1004]
story-mandap	[1087, 1158, 1491, 1973]
balaji-body-1: ▶ हिंगोली (वा.) शहरातील पत्रकार वेल्फेअर सोसायटी हिंगोली च्या वतीने ज्येष्ठ पत्रकार स्व. बालाजी पाठक यांच्या प्रथम स्मृतिदिनानिमित्त श्रद्धांजली कार्यक्रमाचे आयोजन करण्यात आले होते. यावेळी उपस्थितांनी स्व. पाठक यांच्या पत्रकारितेतील योगदानाचा गौरव केला.	[466, 1204, 657, 1360]
